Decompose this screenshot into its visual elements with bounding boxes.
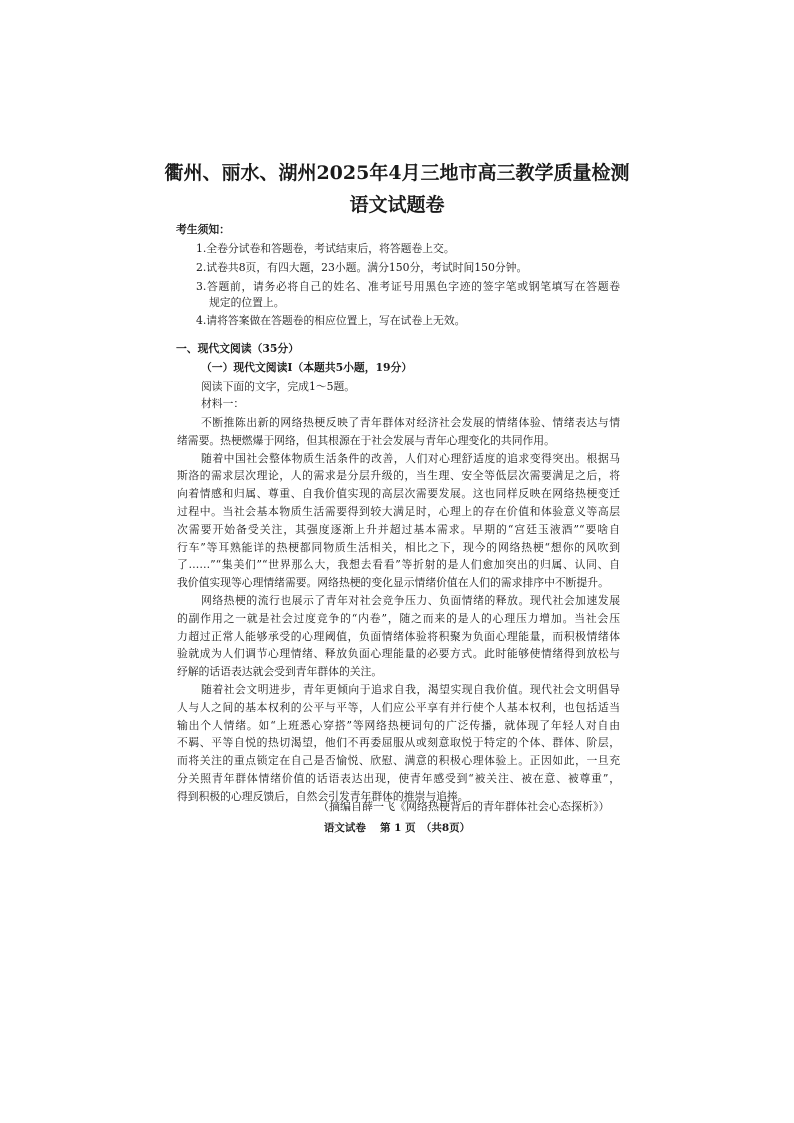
exam-title: 衢州、丽水、湖州2025年4月三地市高三教学质量检测 [164, 162, 630, 184]
article-line: 分关照青年群体情绪价值的话语表达出现，使青年感受到“被关注、被在意、被尊重”， [177, 772, 620, 785]
section-heading: 一、现代文阅读（35分） [176, 342, 299, 355]
notice-item: 3.答题前，请务必将自己的姓名、准考证号用黑色字迹的签字笔或钢笔填写在答题卷 [196, 280, 620, 293]
article-line: 纾解的话语表达就会受到青年群体的关注。 [177, 665, 383, 679]
article-line: 输出个人情绪。如“上班悉心穿搭”等网络热梗词句的广泛传播，就体现了年轻人对自由 [177, 718, 620, 732]
article-line: 力超过正常人能够承受的心理阈值，负面情绪体验将积聚为负面心理能量，而积极情绪体 [177, 629, 620, 643]
article-line: 绪需要。热梗燃爆于网络，但其根源在于社会发展与青年心理变化的共同作用。 [177, 433, 555, 447]
article-line: 我价值实现等心理情绪需要。网络热梗的变化显示情绪价值在人们的需求排序中不断提升。 [177, 576, 609, 590]
article-line: 人与人之间的基本权利的公平与平等，人们应公平享有并行使个人基本权利，也包括适当 [177, 700, 620, 714]
reading-instruction: 阅读下面的文字，完成1～5题。 [201, 380, 356, 393]
article-line: 不断推陈出新的网络热梗反映了青年群体对经济社会发展的情绪体验、情绪表达与情 [201, 416, 620, 429]
notice-item: 4.请将答案做在答题卷的相应位置上，写在试卷上无效。 [196, 314, 466, 327]
article-line: 的副作用之一就是社会过度竞争的“内卷”，随之而来的是人的心理压力增加。当社会压 [177, 611, 620, 625]
notice-item-continuation: 规定的位置上。 [209, 296, 285, 309]
article-line: 得到积极的心理反馈后，自然会引发青年群体的推崇与追捧。 [177, 789, 469, 803]
article-line: 过程中。当社会基本物质生活需要得到较大满足时，心理上的存在价值和体验意义等高层 [177, 505, 620, 518]
article-source: （摘编自薛一飞《网络热梗背后的青年群体社会心态探析》） [318, 800, 610, 813]
article-line: 不羁、平等自悦的热切渴望，他们不再委屈服从或刻意取悦于特定的个体、群体、阶层， [177, 736, 620, 750]
article-line: 行车”等耳熟能详的热梗都同物质生活相关，相比之下，现今的网络热梗“想你的风吹到 [177, 540, 620, 554]
sub-section-heading: （一）现代文阅读Ⅰ（本题共5小题，19分） [201, 361, 413, 374]
exam-subtitle: 语文试题卷 [349, 194, 445, 216]
notice-item: 1.全卷分试卷和答题卷，考试结束后，将答题卷上交。 [196, 242, 455, 255]
material-label: 材料一： [201, 397, 245, 410]
article-line: 次需要开始备受关注，其强度逐渐上升并超过基本需求。早期的“宫廷玉液酒”“要啥自 [177, 522, 620, 536]
article-line: 斯洛的需求层次理论，人的需求是分层升级的，当生理、安全等低层次需要满足之后，将 [177, 469, 620, 483]
article-line: 向着情感和归属、尊重、自我价值实现的高层次需要发展。这也同样反映在网络热梗变迁 [177, 487, 620, 501]
notice-heading: 考生须知： [176, 223, 230, 236]
article-line: 网络热梗的流行也展示了青年对社会竞争压力、负面情绪的释放。现代社会加速发展 [201, 594, 620, 607]
article-line: 了……”“集美们”“世界那么大，我想去看看”等折射的是人们愈加突出的归属、认同、自 [177, 558, 620, 572]
page-footer: 语文试卷 第 1 页 （共8页） [323, 822, 471, 834]
notice-item: 2.试卷共8页，有四大题，23小题。满分150分，考试时间150分钟。 [196, 261, 528, 274]
article-line: 验就成为人们调节心理情绪、释放负面心理能量的必要方式。此时能够使情绪得到放松与 [177, 647, 620, 661]
article-line: 随着社会文明进步，青年更倾向于追求自我，渴望实现自我价值。现代社会文明倡导 [201, 683, 620, 696]
article-line: 而将关注的重点锁定在自己是否愉悦、欣慰、满意的积极心理体验上。正因如此，一旦充 [177, 754, 620, 768]
article-line: 随着中国社会整体物质生活条件的改善，人们对心理舒适度的追求变得突出。根据马 [201, 451, 620, 465]
